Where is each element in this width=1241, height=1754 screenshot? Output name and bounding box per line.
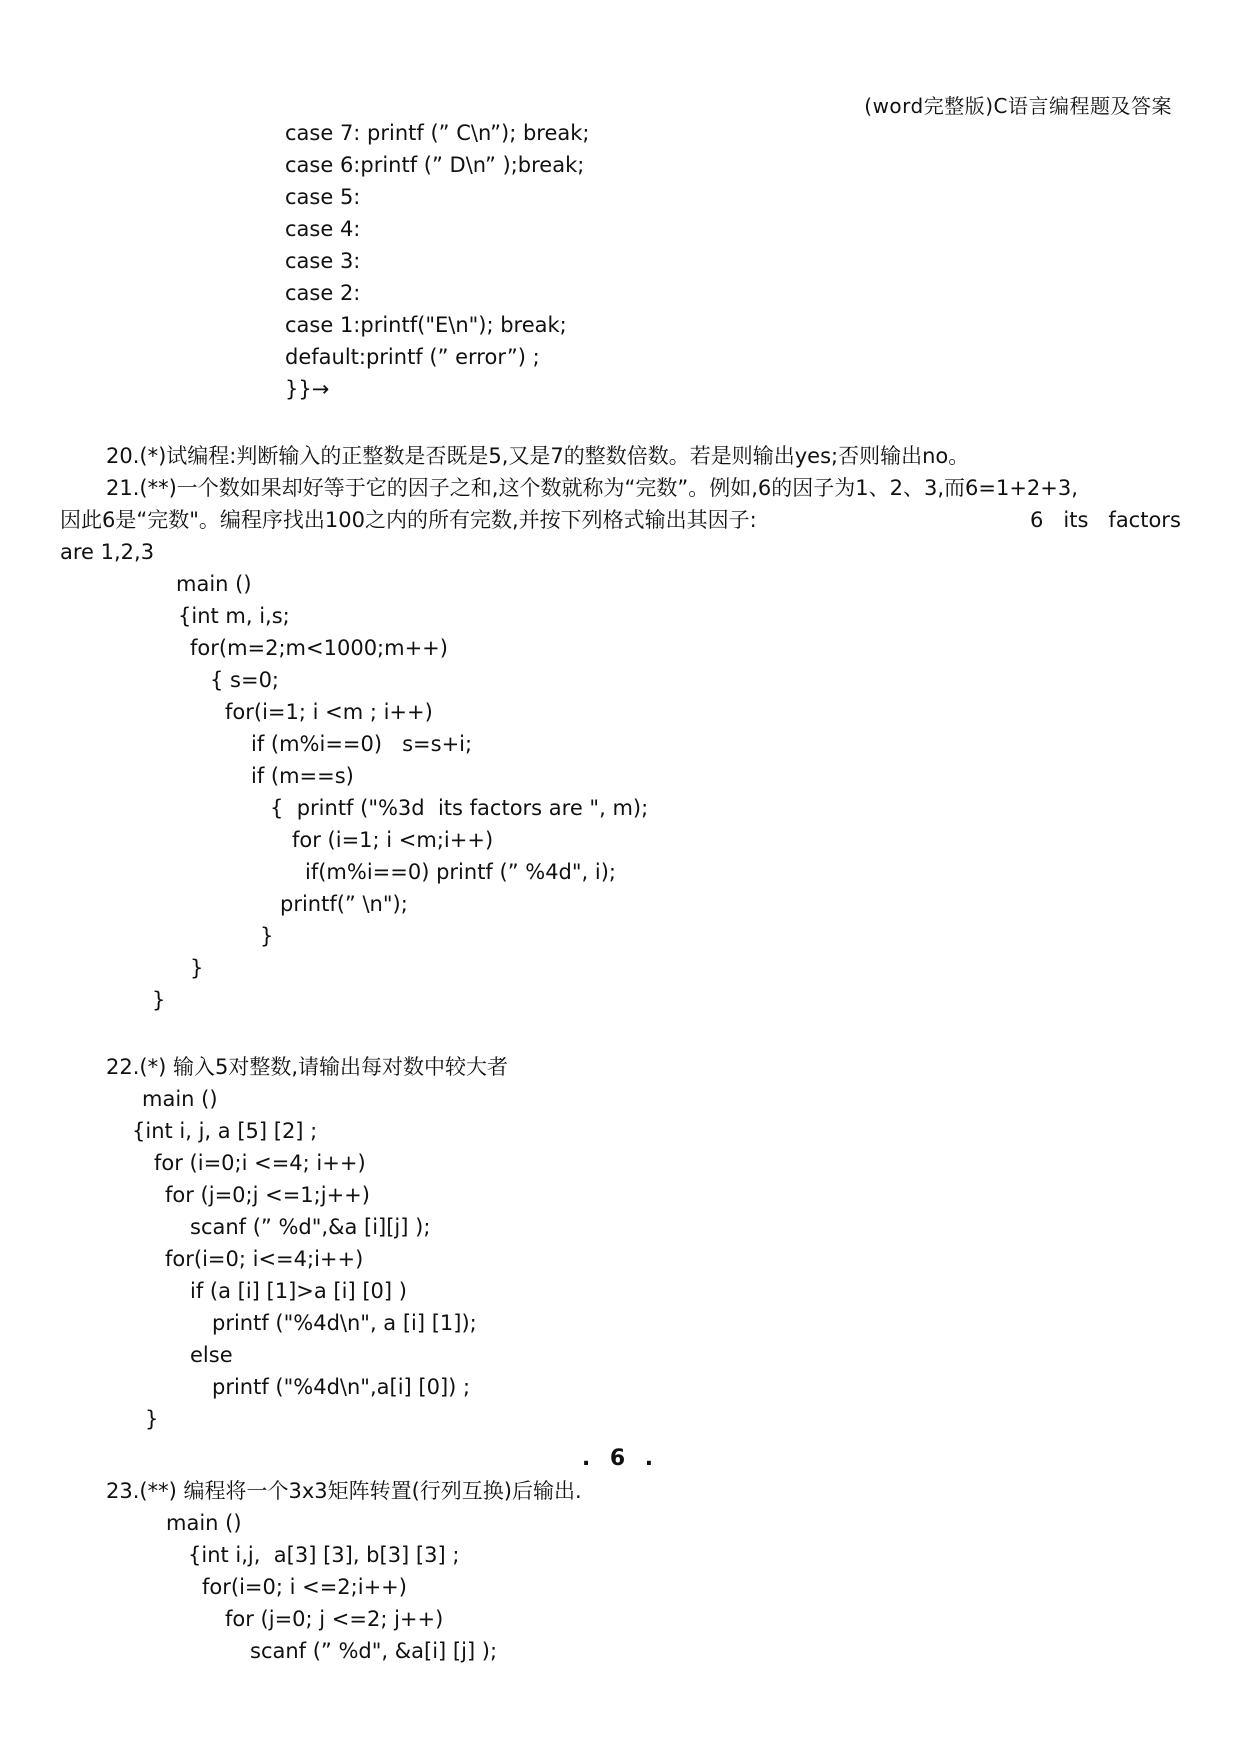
code-line: case 3: [285, 249, 361, 273]
code-line: main () [176, 572, 252, 596]
code-line: for (j=0;j <=1;j++) [165, 1183, 370, 1207]
question-21-line-1: 21.(**)一个数如果却好等于它的因子之和,这个数就称为“完数”。例如,6的因子为1、2、3,而6=1+2+3, [106, 476, 1078, 500]
code-line: for(i=1; i <m ; i++) [225, 700, 433, 724]
code-line: case 4: [285, 217, 361, 241]
code-line: } [152, 988, 166, 1012]
code-line: if(m%i==0) printf (” %4d", i); [305, 860, 617, 884]
code-line: for (j=0; j <=2; j++) [225, 1607, 444, 1631]
code-line: for (i=1; i <m;i++) [292, 828, 494, 852]
code-line: } [260, 924, 274, 948]
code-line: main () [166, 1511, 242, 1535]
question-21-line-3: are 1,2,3 [60, 540, 155, 564]
question-21-line-2: 因此6是“完数"。编程序找出100之内的所有完数,并按下列格式输出其因子: [60, 508, 757, 532]
code-line: printf ("%4d\n", a [i] [1]); [212, 1311, 477, 1335]
code-line: for (i=0;i <=4; i++) [154, 1151, 366, 1175]
code-line: if (m%i==0) s=s+i; [251, 732, 473, 756]
code-line: scanf (” %d",&a [i][j] ); [190, 1215, 431, 1239]
code-line: { s=0; [210, 668, 280, 692]
code-line: case 2: [285, 281, 361, 305]
code-line: case 1:printf("E\n"); break; [285, 313, 567, 337]
code-line: { printf ("%3d its factors are ", m); [270, 796, 649, 820]
code-line: default:printf (” error”) ; [285, 345, 540, 369]
page-number: . 6 . [581, 1446, 660, 1471]
code-line: } [190, 956, 204, 980]
question-20: 20.(*)试编程:判断输入的正整数是否既是5,又是7的整数倍数。若是则输出yes;否则输出no。 [106, 444, 970, 468]
code-line: for(i=0; i <=2;i++) [202, 1575, 407, 1599]
code-line: if (a [i] [1]>a [i] [0] ) [190, 1279, 407, 1303]
code-line: if (m==s) [251, 764, 354, 788]
question-22: 22.(*) 输入5对整数,请输出每对数中较大者 [106, 1055, 508, 1079]
question-23: 23.(**) 编程将一个3x3矩阵转置(行列互换)后输出. [106, 1479, 582, 1503]
code-line: scanf (” %d", &a[i] [j] ); [250, 1639, 498, 1663]
question-21-line-2-tail: 6 its factors [1030, 508, 1181, 532]
code-line: main () [142, 1087, 218, 1111]
code-line: for(i=0; i<=4;i++) [165, 1247, 364, 1271]
code-line: case 6:printf (” D\n” );break; [285, 153, 585, 177]
code-line: for(m=2;m<1000;m++) [190, 636, 448, 660]
code-line: case 7: printf (” C\n”); break; [285, 121, 590, 145]
code-line: else [190, 1343, 233, 1367]
code-line: } [145, 1407, 159, 1431]
code-line: {int i,j, a[3] [3], b[3] [3] ; [188, 1543, 460, 1567]
code-line: {int m, i,s; [178, 604, 290, 628]
code-line: }}→ [285, 377, 330, 401]
code-line: case 5: [285, 185, 361, 209]
code-line: printf(” \n"); [280, 892, 408, 916]
code-line: {int i, j, a [5] [2] ; [132, 1119, 318, 1143]
code-line: printf ("%4d\n",a[i] [0]) ; [212, 1375, 471, 1399]
page-header: (word完整版)C语言编程题及答案 [864, 94, 1172, 118]
